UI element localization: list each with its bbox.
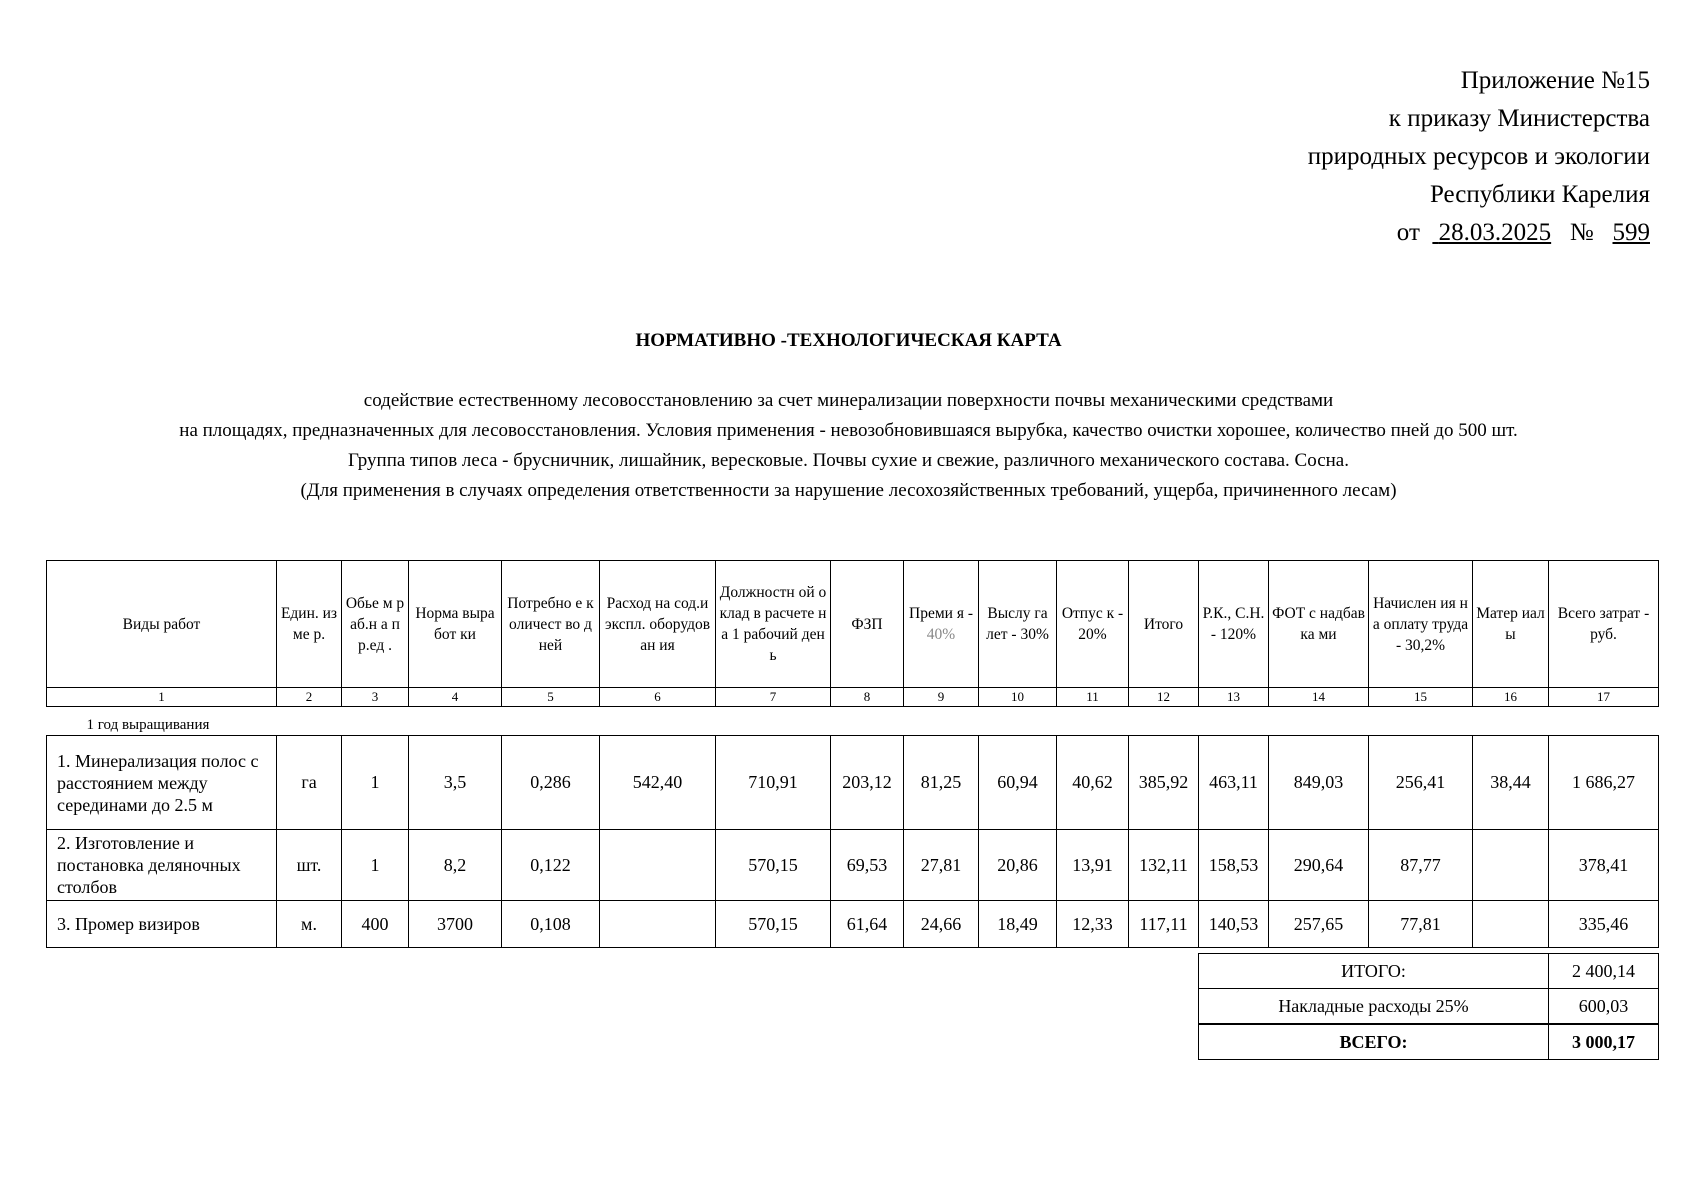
table-cell: 0,108 bbox=[502, 901, 600, 948]
table-cell: 77,81 bbox=[1369, 901, 1473, 948]
header-cell: Отпус к - 20% bbox=[1057, 561, 1129, 688]
description-line: (Для применения в случаях определения ответственности за нарушение лесохозяйственных требований, ущерба, причиненного лесам) bbox=[300, 480, 1397, 501]
column-number: 11 bbox=[1057, 688, 1129, 707]
column-number: 10 bbox=[979, 688, 1057, 707]
header-cell: Р.К., С.Н.- 120% bbox=[1199, 561, 1269, 688]
table-cell: 24,66 bbox=[904, 901, 979, 948]
column-number: 13 bbox=[1199, 688, 1269, 707]
table-cell: 13,91 bbox=[1057, 830, 1129, 901]
table-cell: 1. Минерализация полос с расстоянием между серединами до 2.5 м bbox=[47, 736, 277, 830]
column-number: 8 bbox=[831, 688, 904, 707]
from-label: от bbox=[1396, 219, 1420, 246]
table-cell: 2. Изготовление и постановка деляночных столбов bbox=[47, 830, 277, 901]
table-cell: 256,41 bbox=[1369, 736, 1473, 830]
table-cell: 1 bbox=[342, 736, 409, 830]
table-cell bbox=[600, 830, 716, 901]
header-cell: Всего затрат - руб. bbox=[1549, 561, 1659, 688]
table-cell: м. bbox=[277, 901, 342, 948]
order-number: 599 bbox=[1612, 219, 1650, 246]
appendix-line: Республики Карелия bbox=[1429, 181, 1650, 208]
table-cell: 40,62 bbox=[1057, 736, 1129, 830]
overhead-row bbox=[1199, 989, 1659, 1025]
column-number: 1 bbox=[47, 688, 277, 707]
header-cell: Должностн ой оклад в расчете на 1 рабочий день bbox=[716, 561, 831, 688]
column-number: 5 bbox=[502, 688, 600, 707]
table-row bbox=[47, 830, 1659, 901]
table-cell: 1 bbox=[342, 830, 409, 901]
overhead-label: Накладные расходы 25% bbox=[1199, 989, 1549, 1025]
header-cell: Преми я - 40% bbox=[904, 561, 979, 688]
table-cell: 60,94 bbox=[979, 736, 1057, 830]
column-number: 7 bbox=[716, 688, 831, 707]
order-date: 28.03.2025 bbox=[1438, 219, 1552, 246]
table-cell: 117,11 bbox=[1129, 901, 1199, 948]
description-line: Группа типов леса - брусничник, лишайник, вересковые. Почвы сухие и свежие, различного механического состава. Сосна. bbox=[348, 450, 1349, 471]
header-cell: Выслу га лет - 30% bbox=[979, 561, 1057, 688]
appendix-line: природных ресурсов и экологии bbox=[1307, 143, 1650, 170]
table-cell: 542,40 bbox=[600, 736, 716, 830]
number-label: № bbox=[1569, 219, 1594, 246]
table-cell: 87,77 bbox=[1369, 830, 1473, 901]
table-cell: 81,25 bbox=[904, 736, 979, 830]
header-cell: Норма выработ ки bbox=[409, 561, 502, 688]
table-cell: 69,53 bbox=[831, 830, 904, 901]
table-cell: 710,91 bbox=[716, 736, 831, 830]
overhead-value: 600,03 bbox=[1549, 989, 1659, 1025]
header-row bbox=[47, 561, 1659, 688]
table-cell: шт. bbox=[277, 830, 342, 901]
table-cell: 12,33 bbox=[1057, 901, 1129, 948]
column-number: 4 bbox=[409, 688, 502, 707]
table-cell: 61,64 bbox=[831, 901, 904, 948]
table-cell: 3. Промер визиров bbox=[47, 901, 277, 948]
grand-total-label: ВСЕГО: bbox=[1199, 1024, 1549, 1060]
header-cell: Един. изме р. bbox=[277, 561, 342, 688]
subtotal-label: ИТОГО: bbox=[1199, 954, 1549, 989]
table-cell: 463,11 bbox=[1199, 736, 1269, 830]
table-cell: 0,286 bbox=[502, 736, 600, 830]
table-cell: 132,11 bbox=[1129, 830, 1199, 901]
description bbox=[0, 386, 1697, 506]
grand-total-row bbox=[1199, 1024, 1659, 1060]
description-line: содействие естественному лесовосстановлению за счет минерализации поверхности почвы механическими средствами bbox=[363, 390, 1334, 411]
table-cell: 0,122 bbox=[502, 830, 600, 901]
subtotal-value: 2 400,14 bbox=[1549, 954, 1659, 989]
document-title: НОРМАТИВНО -ТЕХНОЛОГИЧЕСКАЯ КАРТА bbox=[635, 330, 1062, 351]
column-number: 12 bbox=[1129, 688, 1199, 707]
column-number: 9 bbox=[904, 688, 979, 707]
table-cell: 3700 bbox=[409, 901, 502, 948]
header-cell: Итого bbox=[1129, 561, 1199, 688]
description-line: на площадях, предназначенных для лесовосстановления. Условия применения - невозобновившаяся вырубка, качество очистки хорошее, количество пней до 500 шт. bbox=[179, 420, 1518, 441]
table-cell: 158,53 bbox=[1199, 830, 1269, 901]
header-cell: Обье м раб.н а пр.ед . bbox=[342, 561, 409, 688]
table-cell: 3,5 bbox=[409, 736, 502, 830]
column-number: 15 bbox=[1369, 688, 1473, 707]
table-cell bbox=[1473, 830, 1549, 901]
table-row bbox=[47, 736, 1659, 830]
table-cell: 140,53 bbox=[1199, 901, 1269, 948]
column-number: 6 bbox=[600, 688, 716, 707]
column-number: 17 bbox=[1549, 688, 1659, 707]
table-cell: 203,12 bbox=[831, 736, 904, 830]
table-cell: 335,46 bbox=[1549, 901, 1659, 948]
year-label: 1 год выращивания bbox=[47, 707, 1659, 736]
column-number: 2 bbox=[277, 688, 342, 707]
table-cell: 257,65 bbox=[1269, 901, 1369, 948]
table-cell: 290,64 bbox=[1269, 830, 1369, 901]
column-number: 3 bbox=[342, 688, 409, 707]
table-cell: 8,2 bbox=[409, 830, 502, 901]
header-cell: Начислен ия на оплату труда - 30,2% bbox=[1369, 561, 1473, 688]
header-cell: ФОТ с надбавка ми bbox=[1269, 561, 1369, 688]
table-cell: 570,15 bbox=[716, 901, 831, 948]
table-cell: 38,44 bbox=[1473, 736, 1549, 830]
table-cell bbox=[1473, 901, 1549, 948]
appendix-line: Приложение №15 bbox=[1460, 67, 1650, 94]
column-number: 14 bbox=[1269, 688, 1369, 707]
totals-table bbox=[1198, 953, 1659, 1060]
table-cell: 20,86 bbox=[979, 830, 1057, 901]
table-cell: 570,15 bbox=[716, 830, 831, 901]
column-number: 16 bbox=[1473, 688, 1549, 707]
subtotal-row bbox=[1199, 954, 1659, 989]
appendix-date-line bbox=[1308, 214, 1650, 252]
appendix-block bbox=[1308, 62, 1650, 252]
header-cell: ФЗП bbox=[831, 561, 904, 688]
table-cell: 378,41 bbox=[1549, 830, 1659, 901]
table-cell bbox=[600, 901, 716, 948]
header-cell: Матер иалы bbox=[1473, 561, 1549, 688]
table-cell: га bbox=[277, 736, 342, 830]
year-row bbox=[47, 707, 1659, 736]
table-cell: 400 bbox=[342, 901, 409, 948]
grand-total-value: 3 000,17 bbox=[1549, 1024, 1659, 1060]
header-cell: Расход на сод.и экспл. оборудован ия bbox=[600, 561, 716, 688]
table-cell: 18,49 bbox=[979, 901, 1057, 948]
cost-table bbox=[46, 560, 1659, 948]
appendix-line: к приказу Министерства bbox=[1388, 105, 1650, 132]
table-row bbox=[47, 901, 1659, 948]
header-cell: Виды работ bbox=[47, 561, 277, 688]
header-cell: Потребно е количест во дней bbox=[502, 561, 600, 688]
table-cell: 27,81 bbox=[904, 830, 979, 901]
table-cell: 849,03 bbox=[1269, 736, 1369, 830]
table-cell: 1 686,27 bbox=[1549, 736, 1659, 830]
column-number-row bbox=[47, 688, 1659, 707]
table-cell: 385,92 bbox=[1129, 736, 1199, 830]
